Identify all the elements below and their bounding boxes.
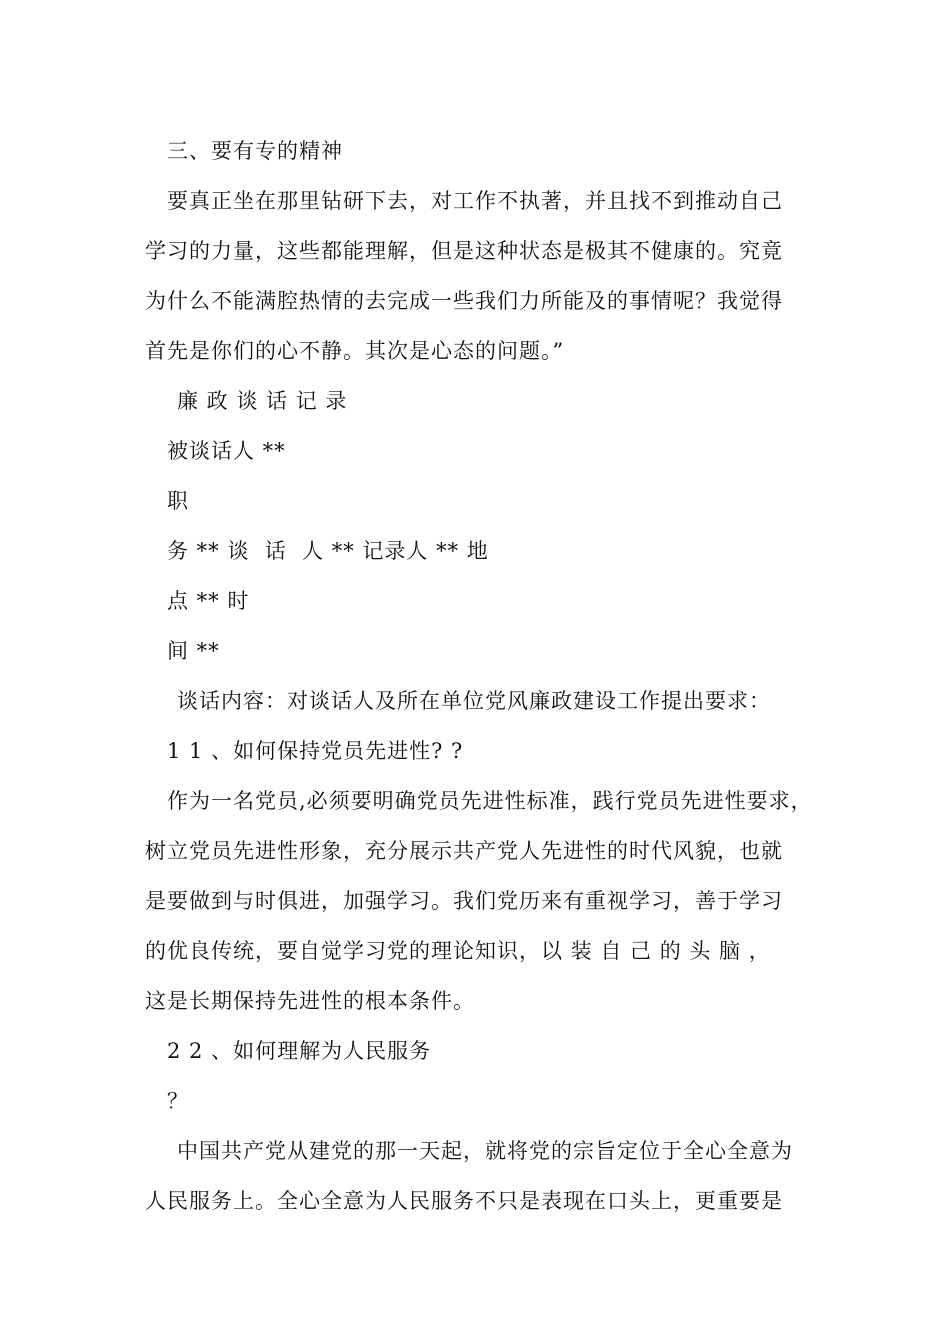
paragraph-line: 人民服务上。全心全意为人民服务不只是表现在口头上，更重要是 xyxy=(145,1189,783,1213)
paragraph-line: 树立党员先进性形象，充分展示共产党人先进性的时代风貌，也就 xyxy=(145,839,783,863)
record-title: 廉 政 谈 话 记 录 xyxy=(177,389,348,413)
record-field: 被谈话人 ** xyxy=(167,439,286,463)
record-field: 间 ** xyxy=(167,639,220,663)
question-mark: ？ xyxy=(167,1089,189,1113)
talk-content-label: 谈话内容：对谈话人及所在单位党风廉政建设工作提出要求： xyxy=(177,689,771,713)
paragraph-line: 这是长期保持先进性的根本条件。 xyxy=(145,989,475,1013)
paragraph-line: 为什么不能满腔热情的去完成一些我们力所能及的事情呢？我觉得 xyxy=(145,289,783,313)
paragraph-line: 要真正坐在那里钻研下去，对工作不执著，并且找不到推动自己 xyxy=(167,189,783,213)
paragraph-line: 学习的力量，这些都能理解，但是这种状态是极其不健康的。究竟 xyxy=(145,239,783,263)
paragraph-line: 是要做到与时俱进，加强学习。我们党历来有重视学习，善于学习 xyxy=(145,889,783,913)
record-field: 点 ** 时 xyxy=(167,589,250,613)
question-heading: 1 1 、如何保持党员先进性? ? xyxy=(167,739,464,763)
paragraph-line: 作为一名党员,必须要明确党员先进性标准，践行党员先进性要求， xyxy=(167,789,813,813)
paragraph-line: 的优良传统，要自觉学习党的理论知识，以 装 自 己 的 头 脑 ， xyxy=(145,939,771,963)
question-heading: 2 2 、如何理解为人民服务 xyxy=(167,1039,432,1063)
paragraph-line: 中国共产党从建党的那一天起，就将党的宗旨定位于全心全意为 xyxy=(177,1139,793,1163)
section-heading: 三、要有专的精神 xyxy=(167,139,343,163)
paragraph-line: 首先是你们的心不静。其次是心态的问题。” xyxy=(145,339,565,363)
record-field: 务 ** 谈 话 人 ** 记录人 ** 地 xyxy=(167,539,489,563)
record-field: 职 xyxy=(167,489,189,513)
